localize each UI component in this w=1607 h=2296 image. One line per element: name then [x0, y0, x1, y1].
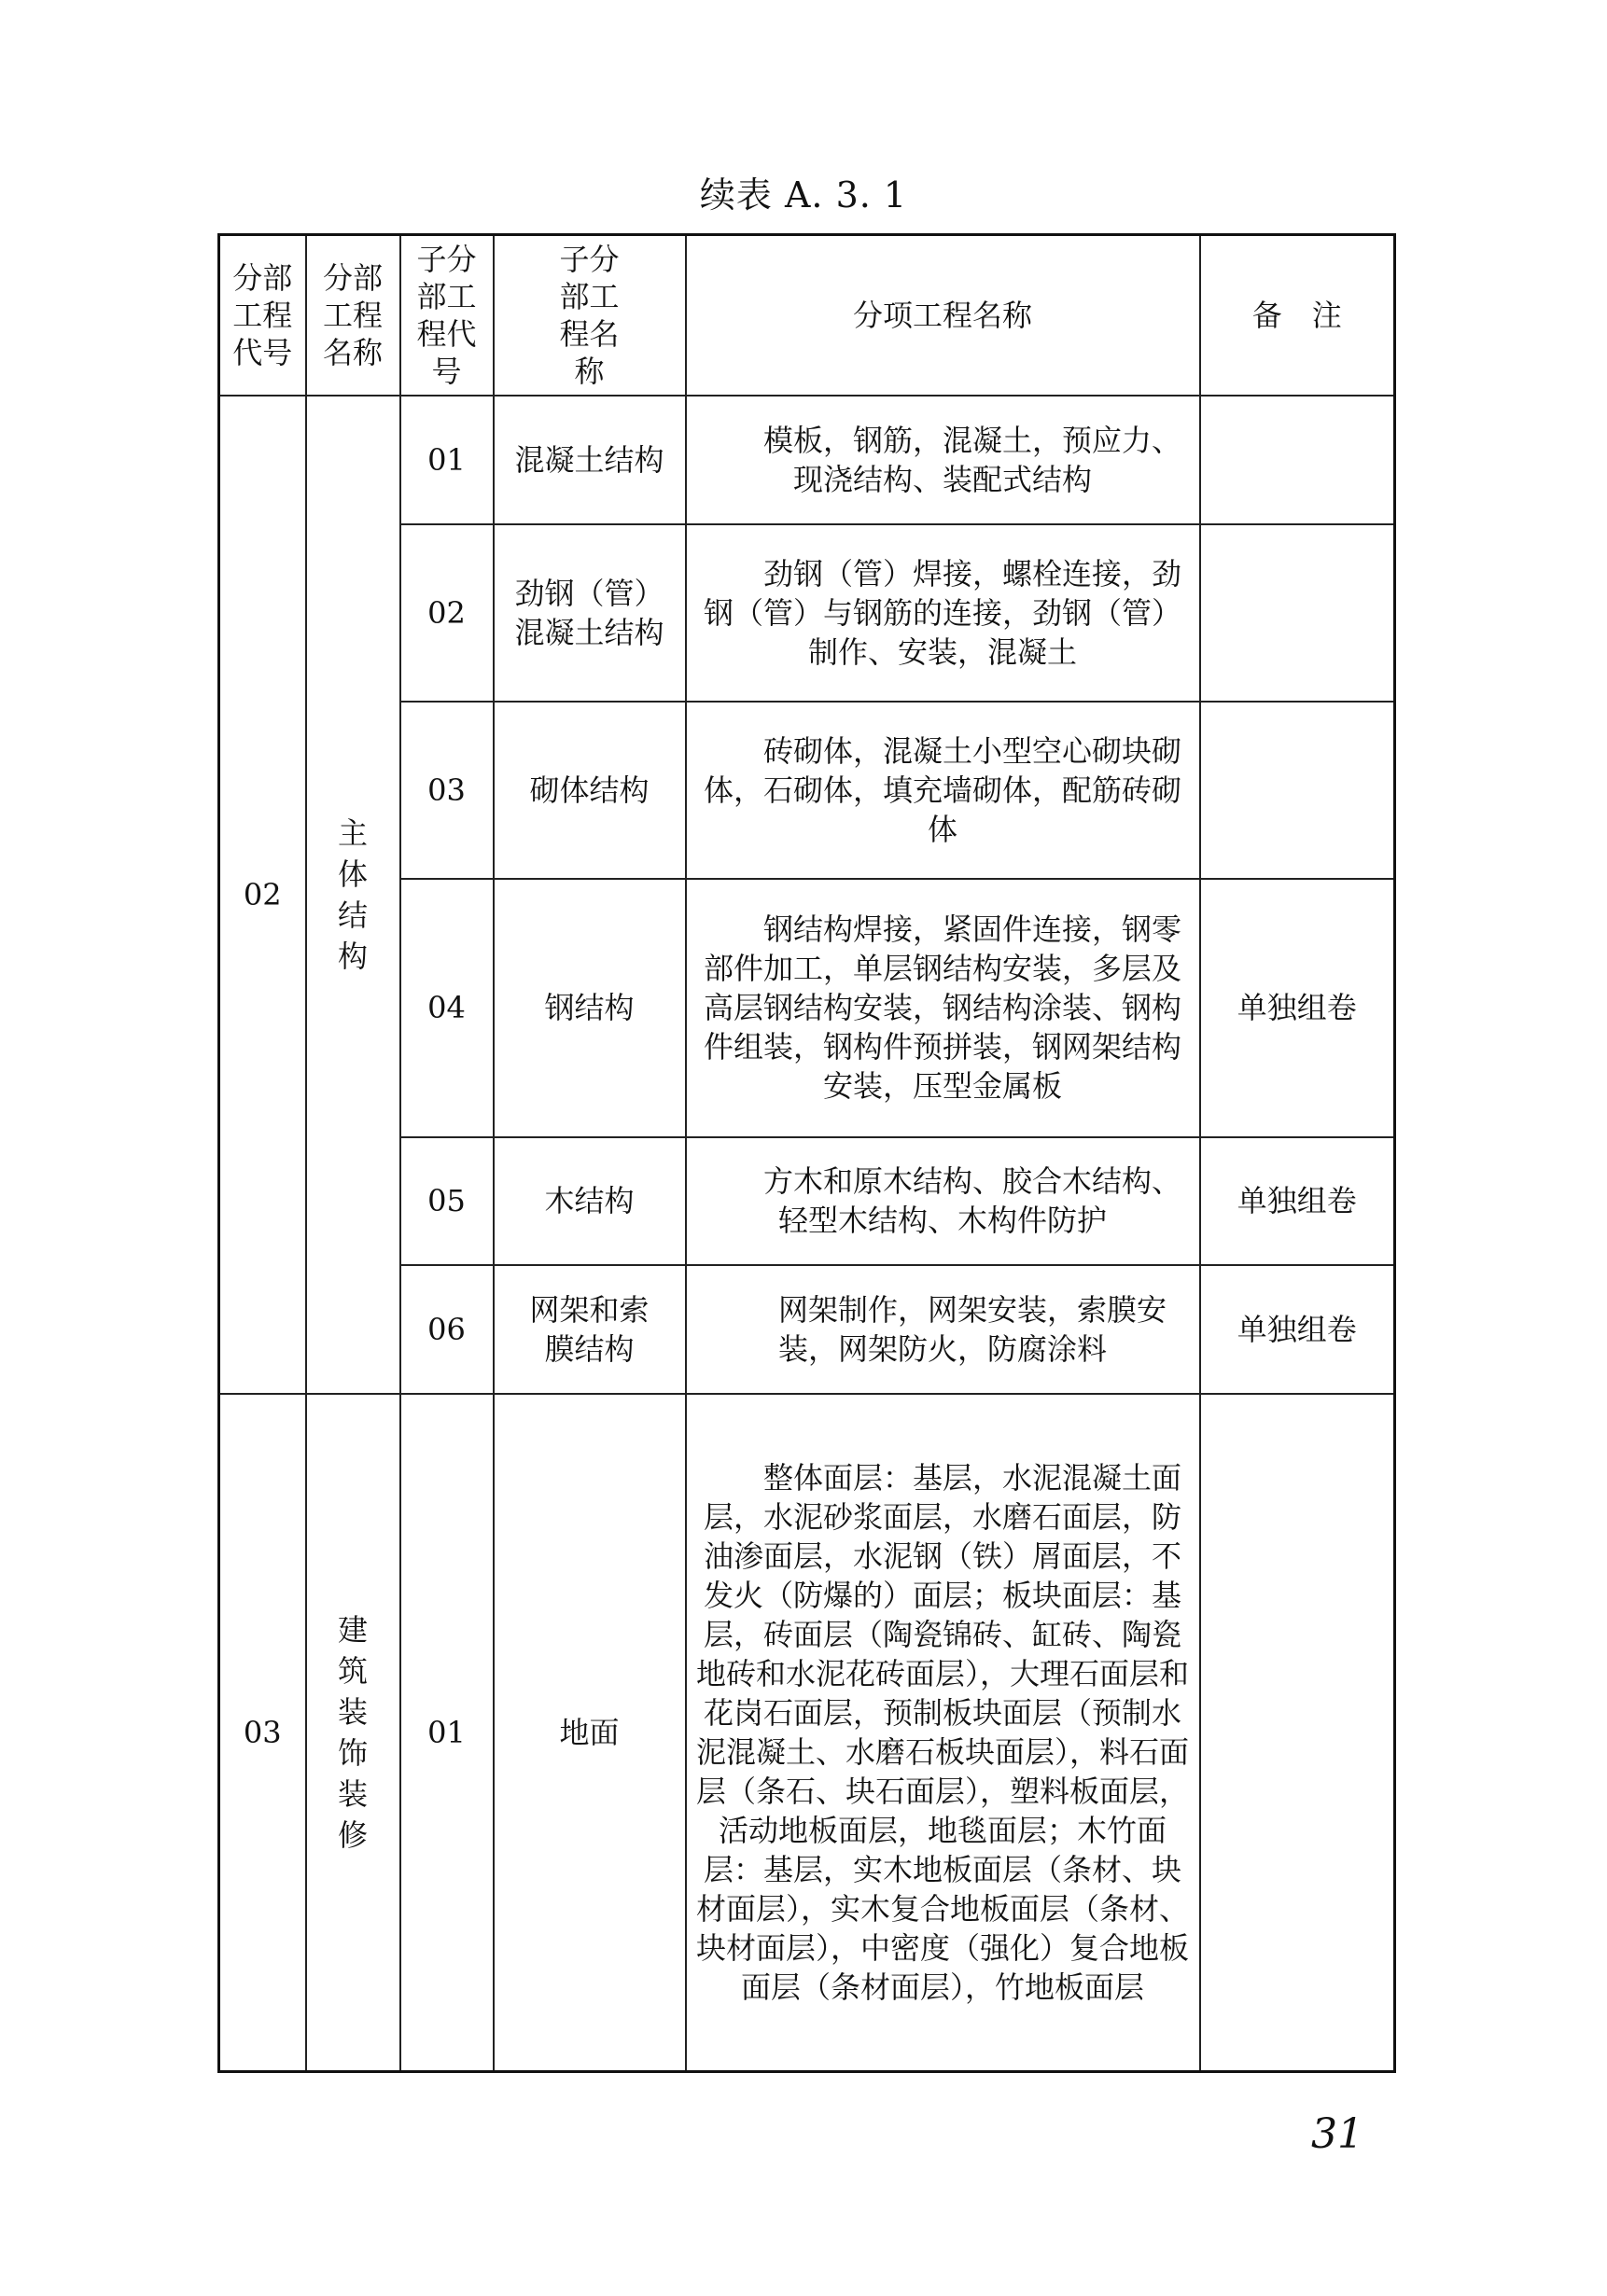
division-name: 主体结构	[306, 396, 400, 1394]
item-names: 钢结构焊接，紧固件连接，钢零部件加工，单层钢结构安装，多层及高层钢结构安装，钢结构涂装、钢构件组装，钢构件预拼装，钢网架结构安装，压型金属板	[686, 879, 1200, 1137]
remark: 单独组卷	[1200, 879, 1395, 1137]
subdivision-code: 01	[400, 1394, 494, 2072]
subdivision-code: 04	[400, 879, 494, 1137]
item-names: 砖砌体，混凝土小型空心砌块砌体，石砌体，填充墙砌体，配筋砖砌体	[686, 702, 1200, 879]
subdivision-code: 03	[400, 702, 494, 879]
header-row	[219, 235, 1395, 396]
division-name: 建筑装饰装修	[306, 1394, 400, 2072]
subdivision-name: 木结构	[494, 1137, 686, 1265]
subdivision-table	[217, 233, 1396, 2073]
header-division-code: 分部工程代号	[219, 235, 306, 396]
subdivision-name: 混凝土结构	[494, 396, 686, 524]
remark	[1200, 524, 1395, 702]
subdivision-name: 地面	[494, 1394, 686, 2072]
subdivision-name: 劲钢（管）混凝土结构	[494, 524, 686, 702]
subdivision-code: 05	[400, 1137, 494, 1265]
subdivision-name: 钢结构	[494, 879, 686, 1137]
remark	[1200, 702, 1395, 879]
item-names: 方木和原木结构、胶合木结构、轻型木结构、木构件防护	[686, 1137, 1200, 1265]
item-names: 劲钢（管）焊接，螺栓连接，劲钢（管）与钢筋的连接，劲钢（管）制作、安装，混凝土	[686, 524, 1200, 702]
item-names: 模板，钢筋，混凝土，预应力、现浇结构、装配式结构	[686, 396, 1200, 524]
division-code: 03	[219, 1394, 306, 2072]
header-remarks: 备 注	[1200, 235, 1395, 396]
table-row	[219, 396, 1395, 524]
subdivision-name: 网架和索膜结构	[494, 1265, 686, 1394]
subdivision-code: 01	[400, 396, 494, 524]
header-subdivision-code: 子分部工程代号	[400, 235, 494, 396]
subdivision-code: 06	[400, 1265, 494, 1394]
table-caption: 续表 A. 3. 1	[699, 174, 908, 216]
header-division-name: 分部工程名称	[306, 235, 400, 396]
remark: 单独组卷	[1200, 1265, 1395, 1394]
page-number: 31	[1311, 2110, 1363, 2158]
division-code: 02	[219, 396, 306, 1394]
subdivision-code: 02	[400, 524, 494, 702]
header-item-name: 分项工程名称	[686, 235, 1200, 396]
item-names: 网架制作，网架安装，索膜安装，网架防火，防腐涂料	[686, 1265, 1200, 1394]
remark: 单独组卷	[1200, 1137, 1395, 1265]
table-row	[219, 1394, 1395, 2072]
item-names: 整体面层：基层，水泥混凝土面层，水泥砂浆面层，水磨石面层，防油渗面层，水泥钢（铁）屑面层，不发火（防爆的）面层；板块面层：基层，砖面层（陶瓷锦砖、缸砖、陶瓷地砖和水泥花砖面层），大理石面层和花岗石面层，预制板块面层（预制水泥混凝土、水磨石板块面层），料石面层（条石、块石面层），塑料板面层，活动地板面层，地毯面层；木竹面层：基层，实木地板面层（条材、块材面层），实木复合地板面层（条材、块材面层），中密度（强化）复合地板面层（条材面层），竹地板面层	[686, 1394, 1200, 2072]
remark	[1200, 396, 1395, 524]
remark	[1200, 1394, 1395, 2072]
subdivision-name: 砌体结构	[494, 702, 686, 879]
header-subdivision-name: 子分部工程名称	[494, 235, 686, 396]
